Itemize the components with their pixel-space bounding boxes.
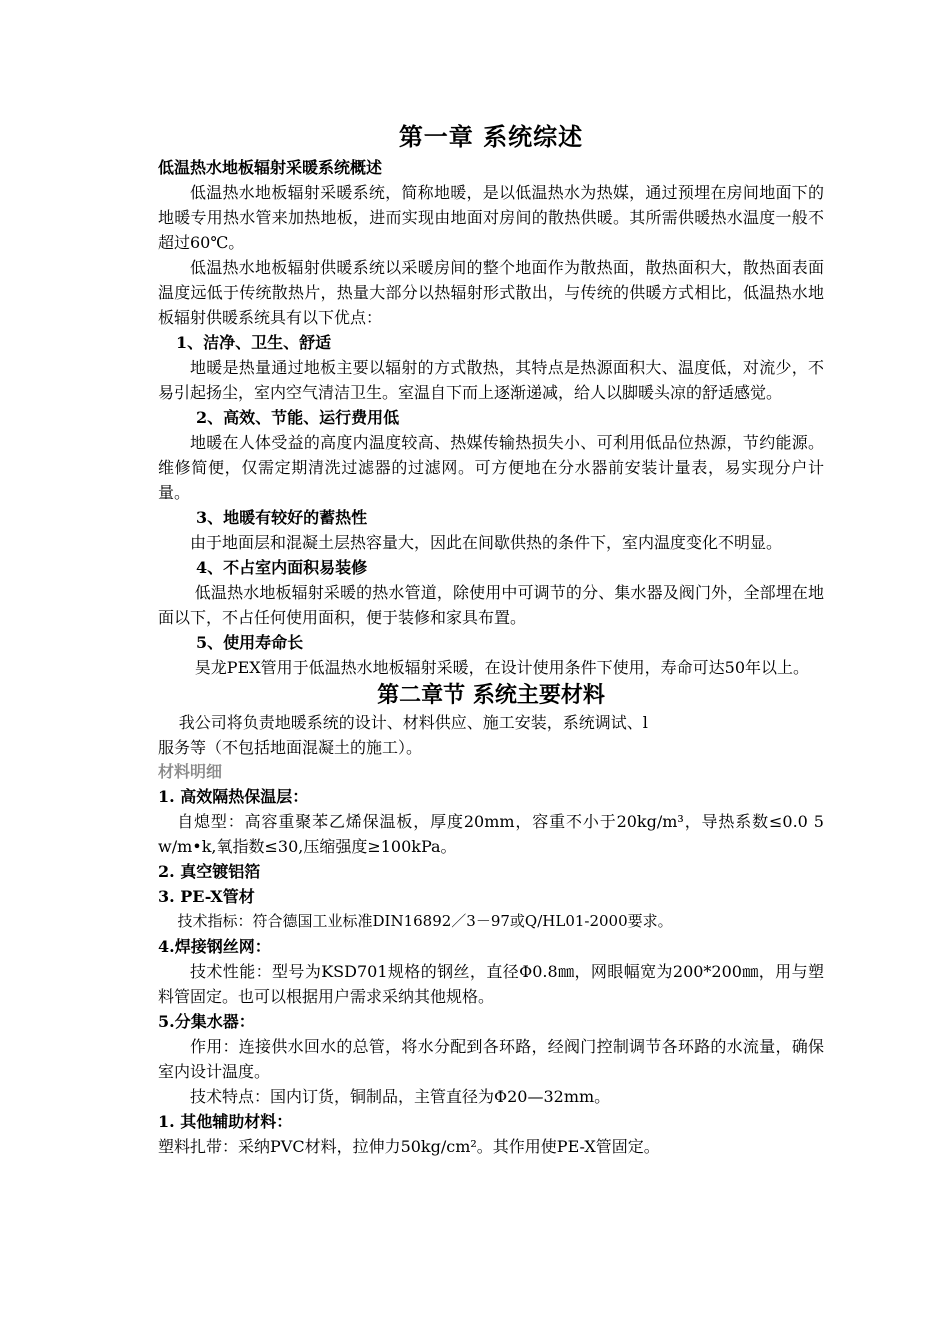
overview-heading: 低温热水地板辐射采暖系统概述 xyxy=(158,158,383,177)
document-page xyxy=(158,118,824,1159)
material-title: 2. 真空镀铝箔 xyxy=(158,862,261,881)
chapter1-title: 第一章 系统综述 xyxy=(398,122,584,151)
material-title: 4.焊接钢丝网： xyxy=(158,937,271,956)
materials-label: 材料明细 xyxy=(158,762,223,781)
material-text: 技术性能：型号为KSD701规格的钢丝，直径Φ0.8㎜，网眼幅宽为200*200㎜，用与塑料管固定。也可以根据用户需求采纳其他规格。 xyxy=(158,962,824,1006)
advantage-title: 3、地暖有较好的蓄热性 xyxy=(196,508,368,527)
advantage-title: 4、不占室内面积易装修 xyxy=(196,558,368,577)
advantage-text: 昊龙PEX管用于低温热水地板辐射采暖，在设计使用条件下使用，寿命可达50年以上。 xyxy=(194,658,809,677)
material-title: 1. 高效隔热保温层： xyxy=(158,787,309,806)
advantage-text: 低温热水地板辐射采暖的热水管道，除使用中可调节的分、集水器及阀门外，全部埋在地面以下，不占任何使用面积，便于装修和家具布置。 xyxy=(158,583,824,627)
chapter2-title: 第二章节 系统主要材料 xyxy=(377,682,605,708)
material-text: 作用：连接供水回水的总管，将水分配到各环路，经阀门控制调节各环路的水流量，确保室内设计温度。 xyxy=(158,1037,824,1081)
material-title: 5.分集水器： xyxy=(158,1012,255,1031)
advantage-title: 2、高效、节能、运行费用低 xyxy=(196,408,400,427)
material-text: 塑料扎带：采纳PVC材料，拉伸力50kg/cm²。其作用使PE-X管固定。 xyxy=(158,1137,660,1156)
material-text: 技术特点：国内订货，铜制品，主管直径为Φ20—32mm。 xyxy=(190,1087,611,1106)
advantage-title: 5、使用寿命长 xyxy=(196,633,304,652)
chapter2-intro-cont: 服务等（不包括地面混凝土的施工）。 xyxy=(158,738,423,757)
paragraph: 低温热水地板辐射供暖系统以采暖房间的整个地面作为散热面，散热面积大，散热面表面温度远低于传统散热片，热量大部分以热辐射形式散出，与传统的供暖方式相比，低温热水地板辐射供暖系统具有以下优点： xyxy=(158,258,824,327)
material-text: 技术指标：符合德国工业标准DIN16892／3－97或Q/HL01-2000要求。 xyxy=(177,912,673,930)
advantage-text: 由于地面层和混凝土层热容量大，因此在间歇供热的条件下，室内温度变化不明显。 xyxy=(190,533,783,552)
material-title: 1. 其他辅助材料： xyxy=(158,1112,293,1131)
advantage-text: 地暖是热量通过地板主要以辐射的方式散热，其特点是热源面积大、温度低，对流少，不易引起扬尘，室内空气清洁卫生。室温自下而上逐渐递减，给人以脚暖头凉的舒适感觉。 xyxy=(158,358,824,402)
material-text: 自熄型：高容重聚苯乙烯保温板，厚度20mm，容重不小于20kg/m³，导热系数≤0.0 5 w/m•k,氧指数≤30,压缩强度≥100kPa。 xyxy=(158,812,824,856)
chapter2-intro: 我公司将负责地暖系统的设计、材料供应、施工安装，系统调试、l xyxy=(178,713,648,732)
material-title: 3. PE-X管材 xyxy=(158,887,255,906)
advantage-title: 1、洁净、卫生、舒适 xyxy=(176,333,332,352)
advantage-text: 地暖在人体受益的高度内温度较高、热媒传输热损失小、可利用低品位热源，节约能源。维修简便，仅需定期清洗过滤器的过滤网。可方便地在分水器前安装计量表，易实现分户计量。 xyxy=(158,433,824,502)
paragraph: 低温热水地板辐射采暖系统，简称地暖，是以低温热水为热媒，通过预埋在房间地面下的地暖专用热水管来加热地板，进而实现由地面对房间的散热供暖。其所需供暖热水温度一般不超过60℃。 xyxy=(158,183,824,252)
